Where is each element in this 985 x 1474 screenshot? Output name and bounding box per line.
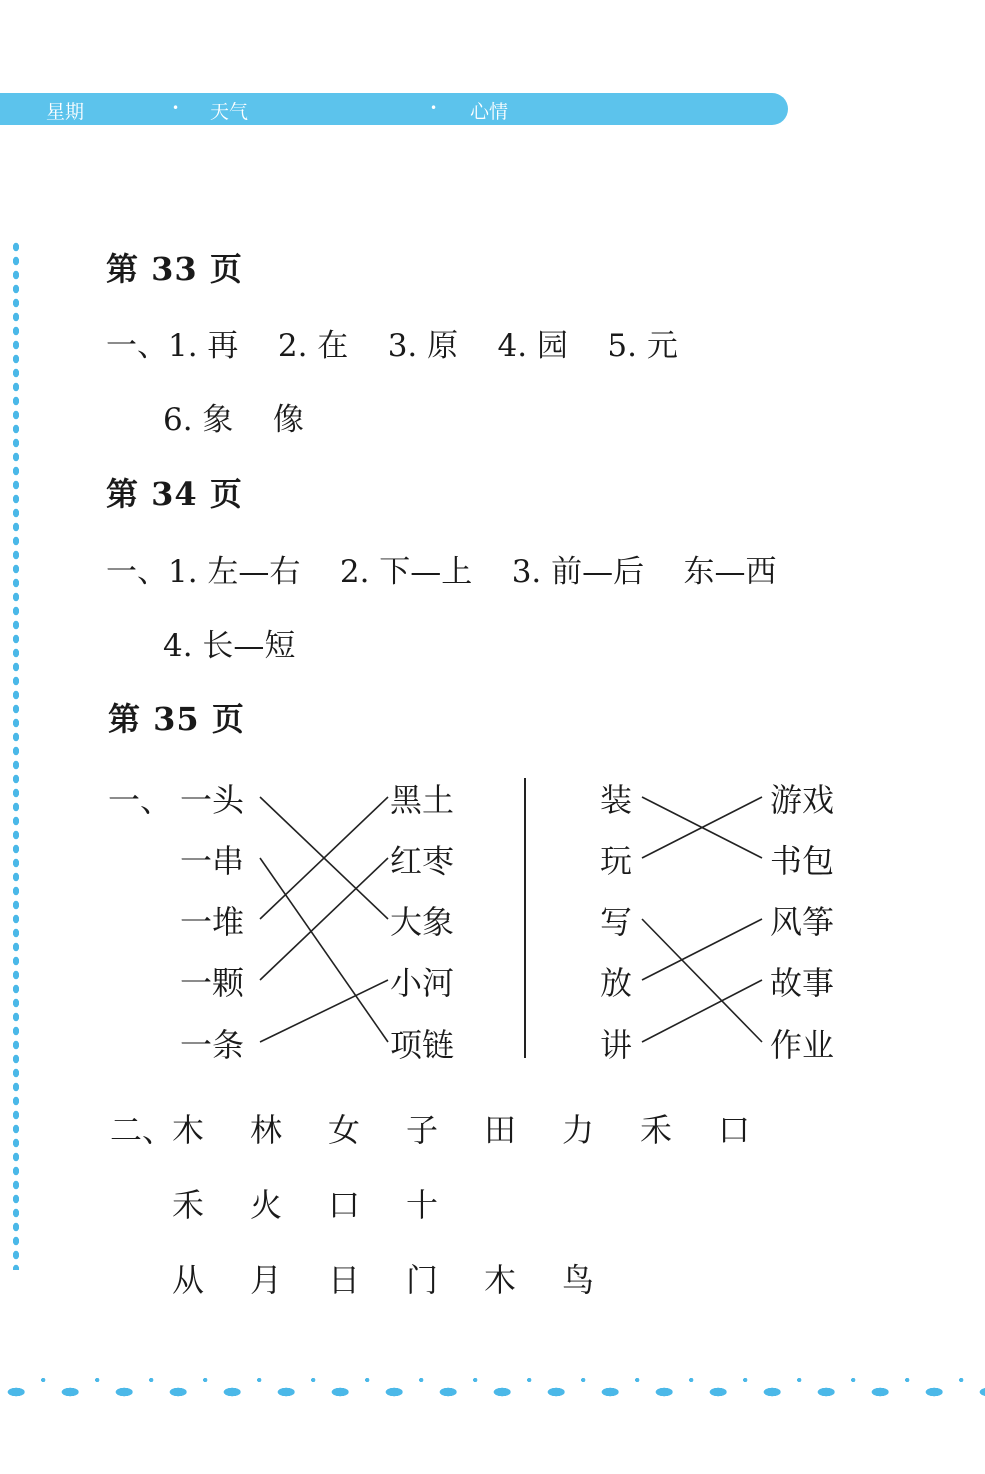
separator-dot: •: [430, 101, 438, 115]
noun-word: 红枣: [390, 842, 455, 880]
match-line-left: [260, 858, 388, 980]
character-answer: 禾: [172, 1186, 205, 1224]
character-answer: 十: [406, 1186, 439, 1224]
measure-word: 一颗: [180, 964, 245, 1002]
character-answer: 口: [328, 1186, 361, 1224]
character-answer: 日: [328, 1261, 361, 1299]
character-answer: 火: [250, 1186, 283, 1224]
weekday-label: 星期: [46, 101, 85, 123]
weather-label: 天气: [210, 101, 249, 123]
noun-word: 小河: [390, 964, 455, 1002]
part-1-marker: 一、: [108, 781, 173, 819]
verb-word: 装: [600, 781, 633, 819]
verb-word: 玩: [600, 842, 633, 880]
measure-word: 一串: [180, 842, 245, 880]
match-line-right: [642, 919, 762, 980]
separator-dot: •: [172, 101, 180, 115]
object-word: 书包: [770, 842, 835, 880]
object-word: 风筝: [770, 903, 835, 941]
match-line-left: [260, 858, 388, 1042]
decorative-pencil-border: [0, 1370, 985, 1410]
object-word: 游戏: [770, 781, 835, 819]
character-answer: 林: [250, 1111, 283, 1149]
character-answer: 木: [172, 1111, 205, 1149]
character-answer: 禾: [640, 1111, 673, 1149]
noun-word: 大象: [390, 903, 455, 941]
character-answer: 鸟: [562, 1261, 595, 1299]
character-answer: 月: [250, 1261, 283, 1299]
page-33-answer-line-2: 6. 象 像: [163, 402, 304, 438]
character-answer: 口: [718, 1111, 751, 1149]
page-34-answer-line-1: 一、1. 左—右 2. 下—上 3. 前—后 东—西: [106, 554, 777, 590]
match-line-right: [642, 919, 762, 1042]
verb-word: 讲: [600, 1026, 633, 1064]
character-answer: 子: [406, 1111, 439, 1149]
match-line-right: [642, 980, 762, 1042]
part-2-marker: 二、: [110, 1111, 175, 1149]
measure-word: 一条: [180, 1026, 245, 1064]
mood-label: 心情: [470, 101, 509, 123]
page-35-title: 第 35 页: [108, 700, 245, 738]
character-answer: 从: [172, 1261, 205, 1299]
page-34-answer-line-2: 4. 长—短: [163, 628, 296, 664]
verb-word: 写: [600, 903, 633, 941]
character-answer: 木: [484, 1261, 517, 1299]
measure-word: 一堆: [180, 903, 245, 941]
verb-word: 放: [600, 964, 633, 1002]
measure-word: 一头: [180, 781, 245, 819]
character-answer: 门: [406, 1261, 439, 1299]
character-answer: 田: [484, 1111, 517, 1149]
noun-word: 黑土: [390, 781, 455, 819]
object-word: 故事: [770, 964, 835, 1002]
page-33-title: 第 33 页: [106, 250, 243, 288]
character-answer: 女: [328, 1111, 361, 1149]
page-34-title: 第 34 页: [106, 475, 243, 513]
noun-word: 项链: [390, 1026, 455, 1064]
match-line-left: [260, 980, 388, 1042]
character-answer: 力: [562, 1111, 595, 1149]
page-33-answer-line-1: 一、1. 再 2. 在 3. 原 4. 园 5. 元: [106, 328, 678, 364]
object-word: 作业: [770, 1026, 835, 1064]
